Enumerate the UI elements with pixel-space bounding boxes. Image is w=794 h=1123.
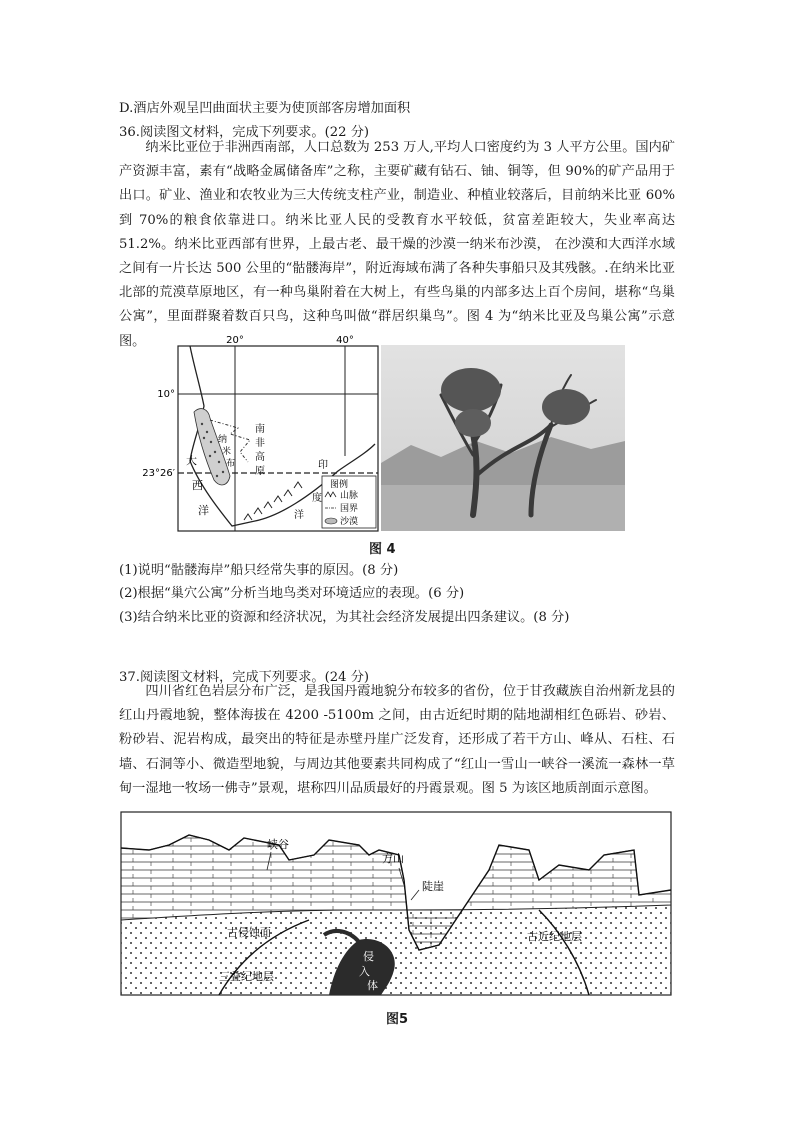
indian-char-1: 印: [318, 460, 328, 471]
legend-border: 国界: [340, 504, 359, 514]
q36-question-2: (2)根据“巢穴公寓”分析当地鸟类对环境适应的表现。(6 分): [119, 586, 465, 601]
label-paleogene: 古近纪地层: [527, 930, 582, 943]
legend-title: 图例: [330, 480, 349, 490]
namib-char-1: 纳: [218, 435, 228, 445]
q36-paragraph-text: 纳米比亚位于非洲西南部，人口总数为 253 万人,平均人口密度约为 3 人平方公里。国内矿产资源丰富，素有“战略金属储备库”之称，主要矿藏有钻石、铀、铜等，但 90%的矿产品用于出口。矿业、渔业和农牧业为三大传统支柱产业，制造业、种植业较落后，目前纳米比亚 60%到 70%的粮食依靠进口。纳米比亚人民的受教育水平较低，贫富差距较大，失业率高达 51.2%。纳米比亚西部有世界，上最古老、最干燥的沙漠一纳米布沙漠， 在沙漠和大西洋水域之间有一片长达 500 公里的“骷髅海岸”，附近海域布满了各种失事船只及其残骸。.在纳米比亚北部的荒漠草原地区，有一种鸟巢附着在大树上，有些鸟巢的内部多达上百个房间，堪称“鸟巢公寓”，里面群聚着数百只鸟，这种鸟叫做“群居织巢鸟”。图 4 为“纳米比亚及鸟巢公寓”示意图。: [119, 140, 675, 349]
label-intrusion-2: 入: [359, 965, 370, 978]
bird-nest-photo: [381, 345, 625, 531]
legend-desert-icon: [325, 518, 337, 524]
legend-desert: 沙漠: [340, 517, 359, 527]
namib-char-2: 米: [222, 447, 232, 457]
q36-question-1: (1)说明“骷髅海岸”船只经常失事的原因。(8 分): [119, 563, 399, 578]
label-triassic: 三叠纪地层: [219, 970, 274, 983]
q37-paragraph-text: 四川省红色岩层分布广泛，是我国丹霞地貌分布较多的省份，位于甘孜藏族自治州新龙县的红山丹霞地貌，整体海拔在 4200 -5100m 之间，由古近纪时期的陆地湖相红色砾岩、砂岩、粉砂岩、泥岩构成，最突出的特征是赤壁丹崖广泛发育，还形成了若干方山、峰从、石柱、石墙、石洞等小、微造型地貌，与周边其他要素共同构成了“红山一雪山一峡谷一溪流一森林一草甸一湿地一牧场一佛寺”景观，堪称四川品质最好的丹霞景观。图 5 为该区地质剖面示意图。: [119, 684, 675, 796]
q36-question-3: (3)结合纳米比亚的资源和经济状况，为其社会经济发展提出四条建议。(8 分): [119, 610, 570, 625]
lat-tropic-label: 23°26′: [142, 468, 175, 479]
label-intrusion-3: 体: [367, 979, 378, 992]
q37-heading: 37.阅读图文材料，完成下列要求。(24 分): [119, 670, 370, 685]
indian-char-2: 度: [312, 493, 322, 504]
nest-left: [441, 368, 501, 412]
lon-20-label: 20°: [226, 335, 244, 346]
figure-5-caption: 图5: [386, 1012, 409, 1027]
namib-char-3: 布: [226, 459, 236, 469]
q37-paragraph: [119, 680, 675, 801]
atlantic-char-1: 大: [186, 454, 197, 467]
indian-char-3: 洋: [294, 510, 304, 521]
top-option: D.酒店外观呈凹曲面状主要为使顶部客房增加面积: [119, 101, 411, 116]
q36-paragraph: [119, 136, 675, 354]
lat-10-label: 10°: [157, 389, 175, 400]
geological-section: [119, 810, 674, 998]
plateau-char-1: 南: [255, 424, 265, 435]
plateau-char-2: 非: [255, 438, 265, 449]
plateau-char-3: 高: [255, 452, 265, 463]
map-legend: [322, 476, 376, 528]
plateau-char-4: 原: [255, 466, 265, 477]
label-intrusion-1: 侵: [363, 950, 374, 963]
legend-mountain: 山脉: [340, 491, 359, 501]
lon-40-label: 40°: [336, 335, 354, 346]
figure-4-caption: 图 4: [369, 542, 396, 557]
atlantic-char-2: 西: [192, 479, 203, 492]
label-cliff: 陡崖: [422, 880, 444, 893]
q36-heading: 36.阅读图文材料，完成下列要求。(22 分): [119, 125, 370, 140]
namibia-map: [142, 335, 382, 534]
label-canyon: 峡谷: [267, 838, 289, 851]
nest-right: [542, 389, 590, 425]
label-mesa: 方山: [382, 852, 404, 865]
label-erosion-surface: 古侵蚀面: [227, 926, 271, 939]
atlantic-char-3: 洋: [198, 504, 209, 517]
